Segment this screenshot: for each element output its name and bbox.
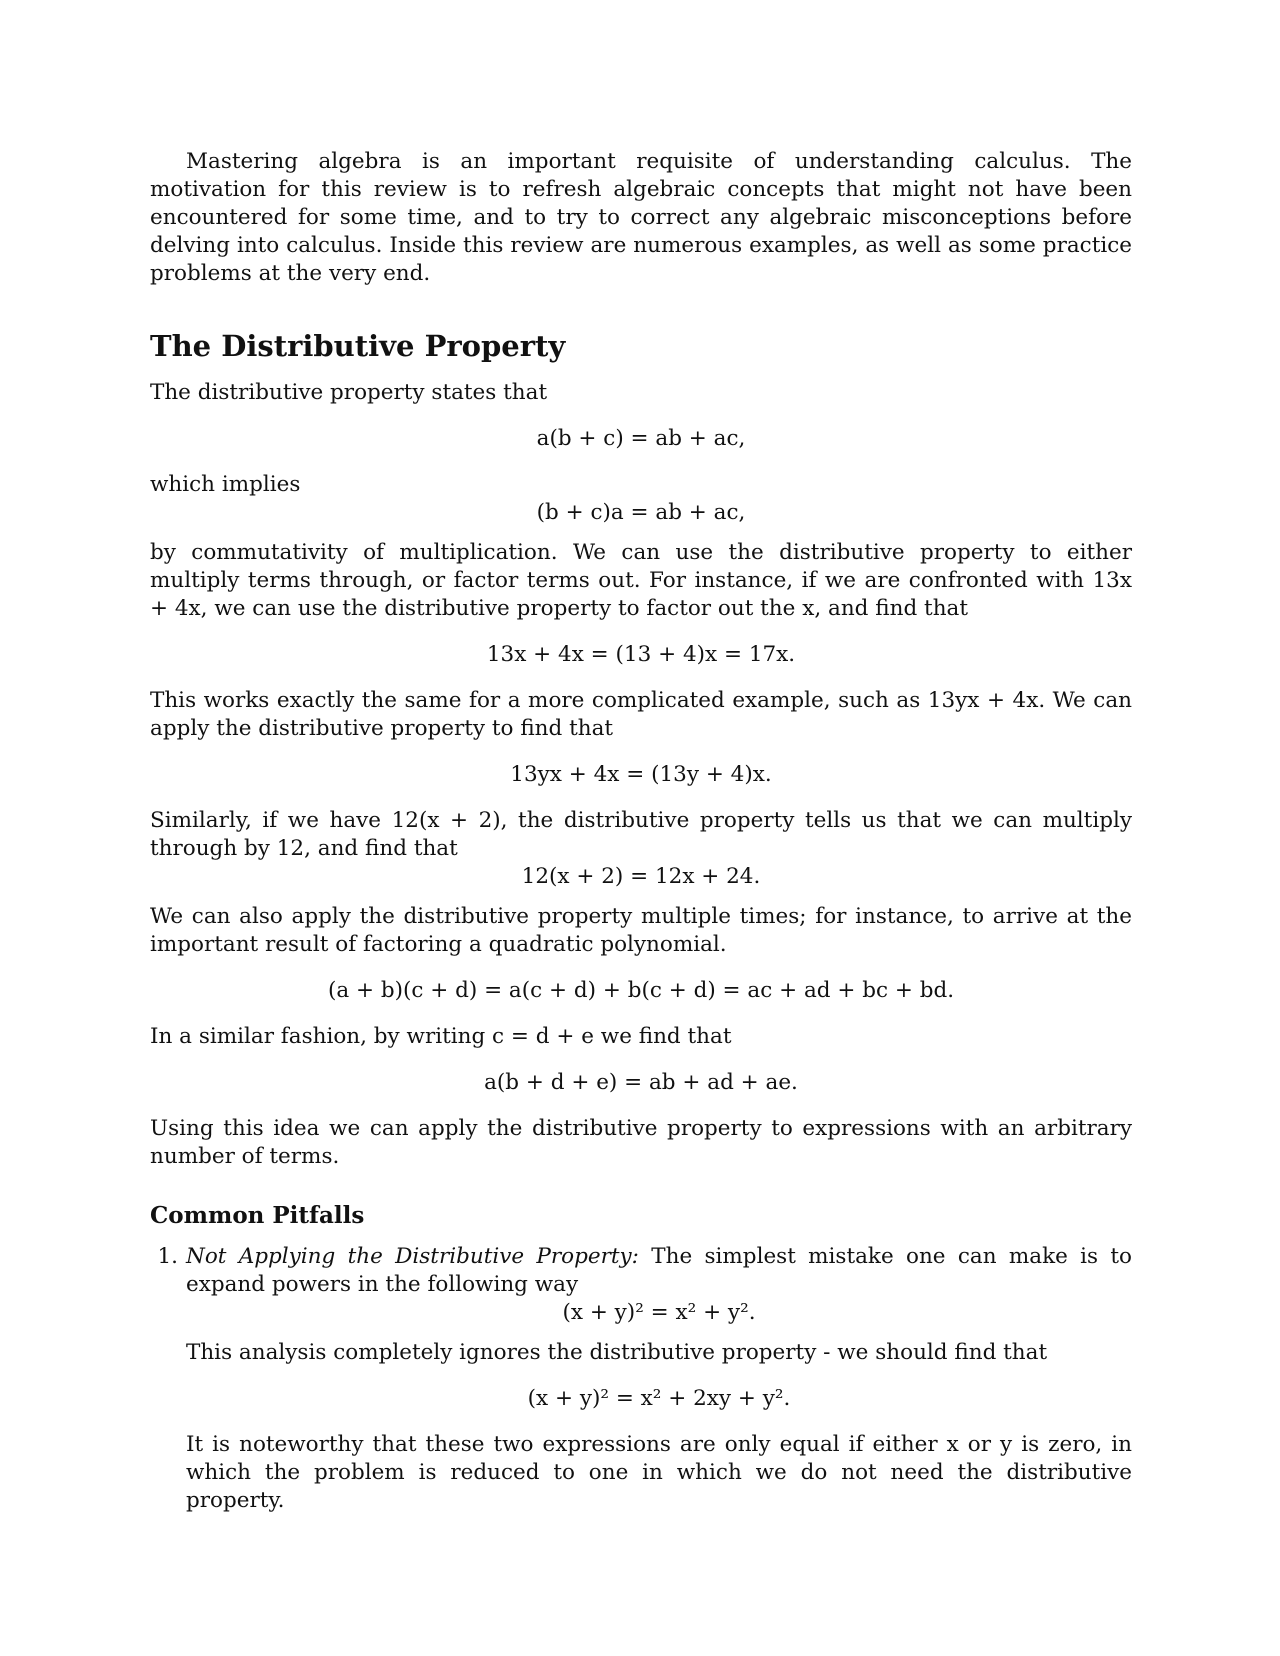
pitfall-closing: It is noteworthy that these two expressions are only equal if either x or y is zero, in which the problem is reduced to one in which we do not need the distributive property. <box>186 1432 1132 1513</box>
pitfall-equation-wrong: (x + y)² = x² + y². <box>562 1300 756 1325</box>
paragraph-4: This works exactly the same for a more complicated example, such as 13yx + 4x. We can apply the distributive property to find that <box>150 688 1132 741</box>
document-page <box>150 148 1132 1515</box>
paragraph-8: Using this idea we can apply the distributive property to expressions with an arbitrary number of terms. <box>150 1116 1132 1169</box>
pitfall-equation-right: (x + y)² = x² + 2xy + y². <box>527 1386 791 1411</box>
equation-5: 12(x + 2) = 12x + 24. <box>521 864 761 889</box>
list-item-number: 1. <box>157 1244 178 1269</box>
pitfall-paragraph <box>186 1243 1132 1299</box>
paragraph-1: The distributive property states that <box>150 380 548 405</box>
intro-paragraph: Mastering algebra is an important requisite of understanding calculus. The motivation for this review is to refresh algebraic concepts that might not have been encountered for some time, and to try to correct any algebraic misconceptions before delving into calculus. Inside this review are numerous examples, as well as some practice problems at the very end. <box>150 149 1132 286</box>
section-title: The Distributive Property <box>150 329 566 363</box>
paragraph-6: We can also apply the distributive property multiple times; for instance, to arrive at the important result of factoring a quadratic polynomial. <box>150 904 1132 957</box>
paragraph-2: which implies <box>150 472 301 497</box>
equation-1: a(b + c) = ab + ac, <box>536 426 746 451</box>
paragraph-5: Similarly, if we have 12(x + 2), the distributive property tells us that we can multiply through by 12, and find that <box>150 808 1132 861</box>
equation-7: a(b + d + e) = ab + ad + ae. <box>484 1070 798 1095</box>
pitfall-title: Not Applying the Distributive Property: <box>186 1244 639 1269</box>
list-item <box>150 1243 1132 1515</box>
paragraph-3: by commutativity of multiplication. We can use the distributive property to either multiply terms through, or factor terms out. For instance, if we are confronted with 13x + 4x, we can use the distributive property to factor out the x, and find that <box>150 540 1132 621</box>
paragraph-7: In a similar fashion, by writing c = d + e we find that <box>150 1024 732 1049</box>
subsection-title: Common Pitfalls <box>150 1202 365 1229</box>
equation-2: (b + c)a = ab + ac, <box>536 500 746 525</box>
pitfall-text: The simplest mistake one can make is to expand powers in the following way <box>186 1244 1132 1297</box>
equation-3: 13x + 4x = (13 + 4)x = 17x. <box>486 642 796 667</box>
equation-6: (a + b)(c + d) = a(c + d) + b(c + d) = ac + ad + bc + bd. <box>327 978 955 1003</box>
equation-4: 13yx + 4x = (13y + 4)x. <box>510 762 772 787</box>
pitfalls-list <box>150 1243 1132 1515</box>
pitfall-followup: This analysis completely ignores the distributive property - we should find that <box>186 1340 1048 1365</box>
